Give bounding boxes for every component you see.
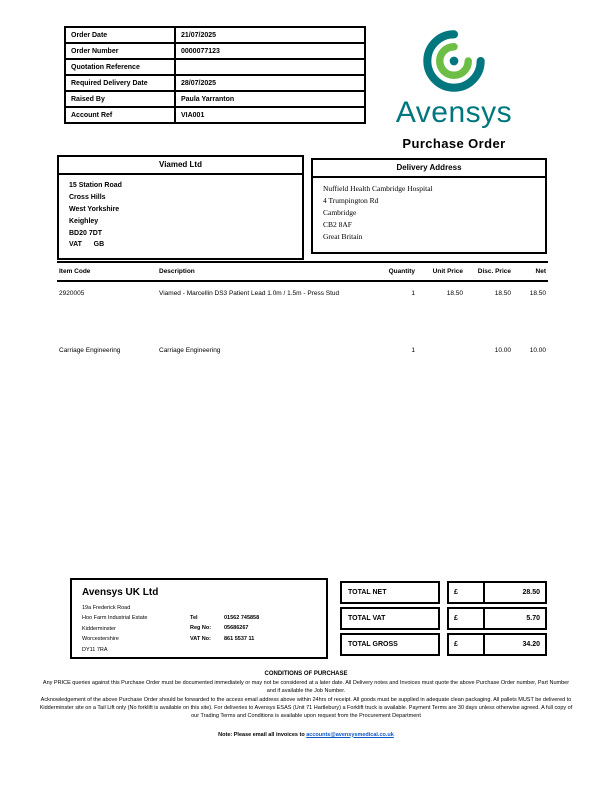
supplier-address-line: Cross Hills: [69, 193, 106, 201]
delivery-address-line: CB2 8AF: [323, 220, 352, 229]
company-address-line: Hoo Farm Industrial Estate: [82, 615, 148, 622]
delivery-address-line: Great Britain: [323, 232, 363, 241]
total-vat-label: TOTAL VAT: [340, 607, 440, 630]
invoice-note: [38, 732, 574, 740]
delivery-address-box: [311, 158, 547, 254]
conditions-of-purchase: [38, 670, 574, 740]
table-row: [57, 339, 548, 356]
total-vat-row: [340, 607, 547, 630]
supplier-address-line: Keighley: [69, 217, 99, 225]
items-header-row: [57, 262, 548, 281]
item-disc-price: 18.50: [494, 290, 511, 297]
order-date-label: Order Date: [65, 27, 175, 43]
contact-row-vat-no: [190, 634, 259, 644]
contact-row-tel: [190, 613, 259, 623]
supplier-vat-line: VAT GB: [69, 241, 105, 249]
reg-no-value: 05686267: [224, 625, 249, 632]
company-address-line: 19a Frederick Road: [82, 605, 131, 611]
company-details: [82, 603, 316, 655]
item-unit-price: [417, 339, 465, 356]
total-net-amount-box: [447, 581, 547, 604]
total-net-row: [340, 581, 547, 604]
table-row: [57, 281, 548, 339]
total-vat-amount-box: [447, 607, 547, 630]
supplier-address-box: [57, 155, 304, 260]
account-ref-label: Account Ref: [65, 107, 175, 123]
table-row: [65, 27, 365, 43]
total-net-value: 28.50: [522, 589, 540, 596]
supplier-title: Viamed Ltd: [59, 157, 302, 175]
currency-symbol: £: [449, 583, 485, 602]
line-items-table: [57, 261, 548, 356]
item-quantity: 1: [411, 347, 415, 354]
company-address-line: DY11 7RA: [82, 646, 108, 653]
item-net: 10.00: [529, 347, 546, 354]
item-description: Viamed - Marcellin DS3 Patient Lead 1.0m / 1.5m - Press Stud: [159, 290, 340, 297]
delivery-address-line: Nuffield Health Cambridge Hospital: [323, 184, 433, 193]
raised-by-label: Raised By: [65, 91, 175, 107]
required-delivery-date-value: 28/07/2025: [175, 75, 365, 91]
supplier-address: [59, 175, 302, 256]
company-info-box: [70, 578, 328, 659]
supplier-address-line: West Yorkshire: [69, 205, 120, 213]
quotation-reference-value: [175, 59, 365, 75]
reg-no-label: Reg No:: [190, 625, 212, 632]
conditions-title: CONDITIONS OF PURCHASE: [264, 671, 348, 677]
brand-name: Avensys: [395, 96, 513, 129]
quotation-reference-label: Quotation Reference: [65, 59, 175, 75]
company-address: [82, 603, 190, 655]
supplier-address-line: BD20 7DT: [69, 229, 103, 237]
table-row: [65, 59, 365, 75]
col-header-quantity: Quantity: [377, 262, 417, 281]
table-row: [65, 91, 365, 107]
col-header-net: Net: [513, 262, 548, 281]
table-row: [65, 75, 365, 91]
totals-table: [340, 581, 547, 656]
table-row: [65, 107, 365, 123]
total-gross-value: 34.20: [522, 641, 540, 648]
company-name: Avensys UK Ltd: [82, 587, 159, 598]
table-row: [65, 43, 365, 59]
col-header-unit-price: Unit Price: [417, 262, 465, 281]
delivery-address: [313, 178, 545, 248]
delivery-address-line: 4 Trumpington Rd: [323, 196, 379, 205]
company-address-line: Worcestershire: [82, 636, 119, 643]
tel-value: 01562 745858: [224, 615, 260, 621]
order-date-value: 21/07/2025: [175, 27, 365, 43]
invoice-note-text: Note: Please email all invoices to: [218, 731, 307, 738]
total-vat-value: 5.70: [526, 615, 540, 622]
item-unit-price: 18.50: [446, 290, 463, 297]
order-info-table: [64, 26, 366, 124]
col-header-disc-price: Disc. Price: [465, 262, 513, 281]
conditions-paragraph: Acknowledgement of the above Purchase Order should be forwarded to the access email address above within 24hrs of receipt. All goods must be supplied in adequate clean packaging. All pallets MUST be delivered to Kidderminster site on a Tail Lift only (No forklift is available on this site). For deliveries to Avensys ESAS (Unit 71 Hartlebury) a Forklift truck is available. Payment Terms are 30 days unless otherwise agreed. A full copy of our Trading Terms and Conditions is available upon request from the Procurement Department: [39, 696, 573, 719]
item-disc-price: 10.00: [494, 347, 511, 354]
account-ref-value: VIA001: [175, 107, 365, 123]
required-delivery-date-label: Required Delivery Date: [65, 75, 175, 91]
avensys-swirl-icon: [423, 30, 485, 92]
conditions-paragraph: Any PRICE queries against this Purchase Order must be documented immediately or may not be considered at a later date. All Delivery notes and Invoices must quote the above Purchase Order number, Part Number and if available the Job Number.: [42, 679, 570, 694]
total-gross-amount-box: [447, 633, 547, 656]
currency-symbol: £: [449, 635, 485, 654]
page-title: Purchase Order: [402, 135, 506, 151]
tel-label: Tel: [190, 615, 198, 621]
vat-no-value: 861 5537 11: [224, 635, 255, 642]
contact-row-reg-no: [190, 623, 259, 633]
delivery-title: Delivery Address: [313, 160, 545, 178]
total-net-label: TOTAL NET: [340, 581, 440, 604]
order-number-value: 0000077123: [175, 43, 365, 59]
col-header-item-code: Item Code: [57, 262, 157, 281]
item-net: 18.50: [529, 290, 546, 297]
vat-no-label: VAT No:: [190, 635, 211, 642]
item-code: 2920005: [59, 290, 85, 297]
item-code: Carriage Engineering: [59, 347, 121, 354]
order-number-label: Order Number: [65, 43, 175, 59]
company-contacts: [190, 603, 259, 655]
company-address-line: Kidderminster: [82, 625, 116, 632]
brand-block: [356, 30, 552, 151]
item-quantity: 1: [411, 290, 415, 297]
invoice-email-link[interactable]: accounts@avensysmedical.co.uk: [306, 731, 394, 738]
col-header-description: Description: [157, 262, 377, 281]
currency-symbol: £: [449, 609, 485, 628]
delivery-address-line: Cambridge: [323, 208, 357, 217]
raised-by-value: Paula Yarranton: [175, 91, 365, 107]
total-gross-label: TOTAL GROSS: [340, 633, 440, 656]
total-gross-row: [340, 633, 547, 656]
item-description: Carriage Engineering: [159, 347, 221, 354]
supplier-address-line: 15 Station Road: [69, 182, 122, 189]
